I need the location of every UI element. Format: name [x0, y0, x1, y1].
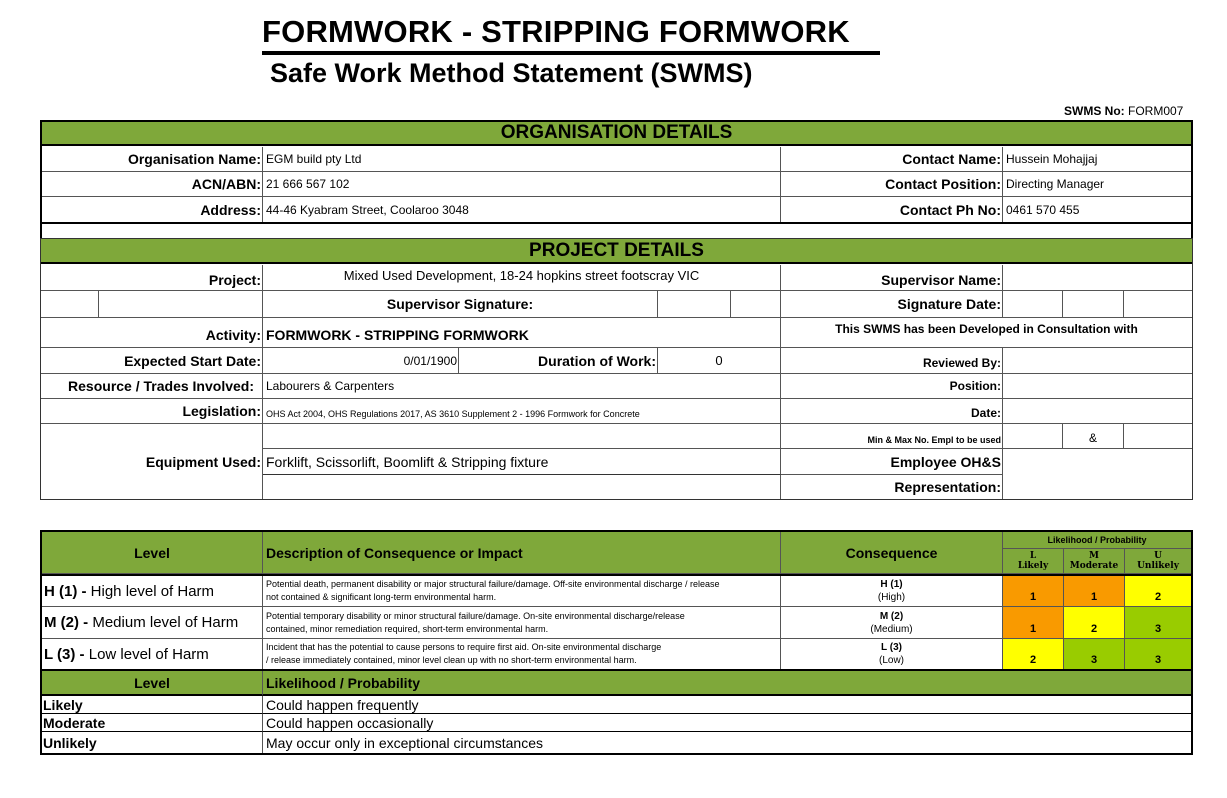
supervisor-name-label: Supervisor Name:	[781, 265, 1003, 291]
equipment-label: Equipment Used:	[41, 424, 263, 499]
signature-date-day[interactable]	[1003, 291, 1063, 318]
risk-consequence-high	[781, 576, 1003, 607]
risk-level-text: High level of Harm	[90, 582, 215, 600]
consequence-code: M (2)	[879, 610, 904, 622]
likelihood-col-moderate	[1064, 549, 1125, 574]
swms-number	[1064, 104, 1183, 118]
likelihood-name: Moderate	[1069, 561, 1119, 571]
risk-score: 3	[1125, 639, 1191, 670]
risk-level-low	[42, 639, 263, 670]
equipment-value[interactable]: Forklift, Scissorlift, Boomlift & Stripping fixture	[263, 449, 781, 475]
consequence-name: (High)	[877, 592, 906, 603]
duration-value[interactable]: 0	[658, 348, 781, 374]
risk-score: 2	[1003, 639, 1064, 670]
likelihood-code: M	[1089, 551, 1099, 561]
date-label: Date:	[781, 399, 1003, 424]
risk-desc-line1: Potential temporary disability or minor structural failure/damage. On-site environmental discharge/release	[266, 610, 685, 621]
signature-date-month[interactable]	[1063, 291, 1124, 318]
organisation-header: ORGANISATION DETAILS	[42, 122, 1191, 146]
duration-label: Duration of Work:	[459, 348, 658, 374]
likelihood-name: Likely	[1017, 561, 1049, 571]
org-name-value[interactable]: EGM build pty Ltd	[263, 147, 781, 172]
trades-value[interactable]: Labourers & Carpenters	[263, 374, 781, 399]
likelihood-header: Likelihood / Probability	[1003, 532, 1191, 549]
title-underline	[262, 51, 880, 55]
legend-desc-likely: Could happen frequently	[263, 696, 1191, 714]
risk-consequence-low	[781, 639, 1003, 670]
contact-position-value[interactable]: Directing Manager	[1003, 172, 1191, 197]
likelihood-code: L	[1029, 551, 1037, 561]
minmax-separator: &	[1063, 424, 1124, 449]
risk-score: 3	[1064, 639, 1125, 670]
likelihood-col-likely	[1003, 549, 1064, 574]
reviewed-by-label: Reviewed By:	[781, 348, 1003, 374]
risk-score: 2	[1125, 576, 1191, 607]
risk-desc-line1: Incident that has the potential to cause persons to require first aid. On-site environmental discharge	[266, 642, 662, 652]
risk-code: M (2) -	[44, 614, 89, 631]
signature-date-year[interactable]	[1124, 291, 1192, 318]
reviewed-by-field[interactable]	[1003, 348, 1192, 374]
risk-score: 2	[1064, 607, 1125, 639]
likelihood-code: U	[1154, 551, 1162, 561]
consequence-code: H (1)	[880, 579, 903, 590]
risk-desc-line1: Potential death, permanent disability or major structural failure/damage. Off-site environmental discharge / release	[266, 579, 720, 589]
legend-col-level: Level	[42, 671, 263, 696]
employee-ohs-rep-field[interactable]	[1003, 449, 1192, 499]
max-employees-field[interactable]	[1124, 424, 1192, 449]
start-date-value[interactable]: 0/01/1900	[263, 348, 459, 374]
abn-label: ACN/ABN:	[42, 172, 263, 197]
risk-desc-line2: not contained & significant long-term environmental harm.	[266, 592, 497, 602]
equipment-blank-bottom	[263, 475, 781, 499]
risk-desc-medium	[263, 607, 781, 639]
risk-level-medium	[42, 607, 263, 639]
legend-col-desc: Likelihood / Probability	[263, 671, 1191, 696]
risk-col-level: Level	[42, 532, 263, 574]
min-employees-field[interactable]	[1003, 424, 1063, 449]
address-label: Address:	[42, 197, 263, 222]
consequence-name: (Medium)	[870, 623, 913, 635]
document-subtitle: Safe Work Method Statement (SWMS)	[270, 58, 753, 88]
date-field[interactable]	[1003, 399, 1192, 424]
blank-cell	[99, 291, 263, 318]
risk-level-text: Low level of Harm	[88, 645, 209, 663]
equipment-blank-top	[263, 424, 781, 449]
activity-value[interactable]: FORMWORK - STRIPPING FORMWORK	[263, 318, 781, 348]
abn-value[interactable]: 21 666 567 102	[263, 172, 781, 197]
legislation-value[interactable]: OHS Act 2004, OHS Regulations 2017, AS 3610 Supplement 2 - 1996 Formwork for Concrete	[263, 399, 781, 424]
position-field[interactable]	[1003, 374, 1192, 399]
risk-level-text: Medium level of Harm	[92, 614, 239, 631]
project-label: Project:	[41, 265, 263, 291]
risk-consequence-medium	[781, 607, 1003, 639]
employee-ohs-label: Employee OH&S	[781, 449, 1003, 475]
risk-desc-line2: contained, minor remediation required, short-term environmental harm.	[266, 623, 549, 634]
risk-desc-high	[263, 576, 781, 607]
risk-score: 1	[1064, 576, 1125, 607]
project-header: PROJECT DETAILS	[41, 239, 1192, 264]
likelihood-name: Unlikely	[1137, 561, 1179, 571]
contact-name-label: Contact Name:	[781, 147, 1003, 172]
address-value[interactable]: 44-46 Kyabram Street, Coolaroo 3048	[263, 197, 781, 222]
contact-position-label: Contact Position:	[781, 172, 1003, 197]
project-value[interactable]: Mixed Used Development, 18-24 hopkins street footscray VIC	[263, 265, 781, 291]
risk-score: 1	[1003, 607, 1064, 639]
risk-code: L (3) -	[44, 645, 85, 663]
risk-score: 1	[1003, 576, 1064, 607]
activity-label: Activity:	[41, 318, 263, 348]
consultation-text: This SWMS has been Developed in Consultation with	[781, 318, 1192, 348]
start-date-label: Expected Start Date:	[41, 348, 263, 374]
legend-desc-moderate: Could happen occasionally	[263, 714, 1191, 732]
contact-name-value[interactable]: Hussein Mohajjaj	[1003, 147, 1191, 172]
legend-level-unlikely: Unlikely	[42, 732, 263, 753]
supervisor-signature-label: Supervisor Signature:	[263, 291, 658, 318]
legislation-label: Legislation:	[41, 399, 263, 424]
supervisor-name-field[interactable]	[1003, 265, 1192, 291]
risk-score: 3	[1125, 607, 1191, 639]
contact-ph-value[interactable]: 0461 570 455	[1006, 202, 1080, 217]
position-label: Position:	[781, 374, 1003, 399]
contact-ph-label: Contact Ph No:	[781, 197, 1003, 222]
blank-cell	[41, 291, 99, 318]
trades-label: Resource / Trades Involved:	[41, 374, 263, 399]
risk-desc-low	[263, 639, 781, 670]
risk-level-high	[42, 576, 263, 607]
legend-level-moderate: Moderate	[42, 714, 263, 732]
risk-code: H (1) -	[44, 582, 87, 600]
signature-date-label: Signature Date:	[781, 291, 1003, 318]
legend-desc-unlikely: May occur only in exceptional circumstances	[266, 734, 544, 751]
org-name-label: Organisation Name:	[42, 147, 263, 172]
swms-no-label: SWMS No:	[1064, 104, 1125, 118]
swms-no-value: FORM007	[1128, 104, 1184, 118]
supervisor-signature-field[interactable]	[658, 291, 731, 318]
minmax-label: Min & Max No. Empl to be used	[781, 424, 1003, 449]
consequence-name: (Low)	[878, 655, 904, 666]
risk-desc-line2: / release immediately contained, minor level clean up with no short-term environmental harm.	[266, 655, 637, 665]
document-title: FORMWORK - STRIPPING FORMWORK	[262, 14, 850, 49]
representation-label: Representation:	[781, 475, 1003, 499]
consequence-code: L (3)	[881, 642, 902, 653]
risk-col-description: Description of Consequence or Impact	[263, 532, 781, 574]
risk-col-consequence: Consequence	[781, 532, 1003, 574]
legend-level-likely: Likely	[42, 696, 263, 714]
likelihood-col-unlikely	[1125, 549, 1191, 574]
supervisor-signature-field-2[interactable]	[731, 291, 781, 318]
